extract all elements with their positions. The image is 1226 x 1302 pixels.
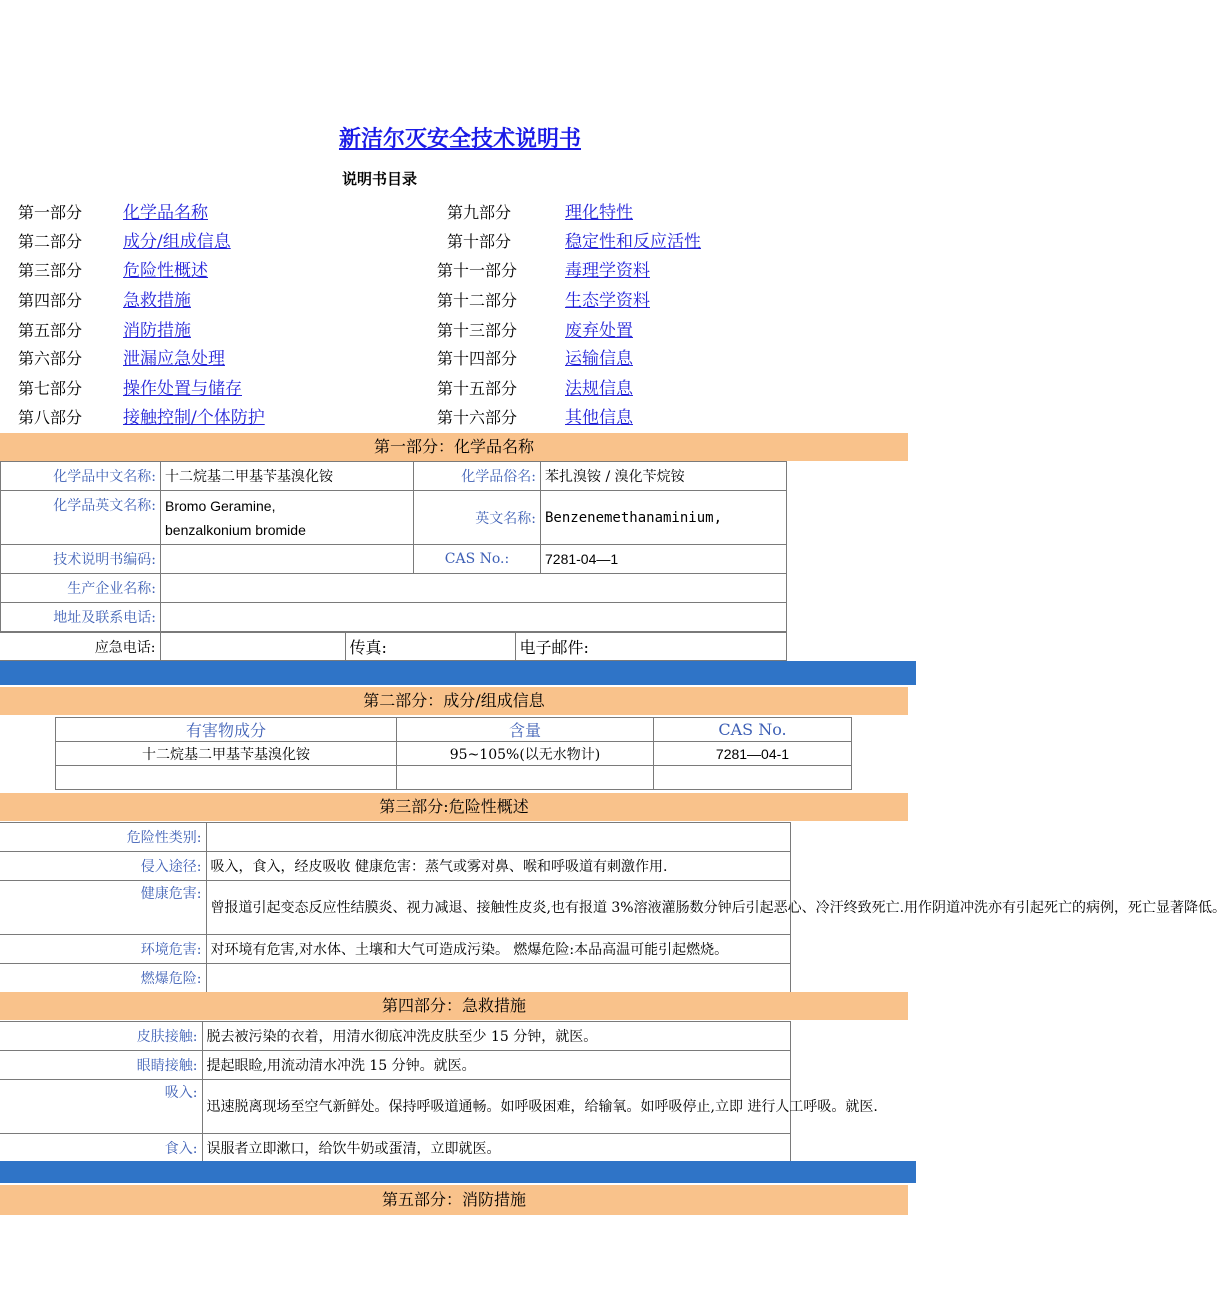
empty-cell bbox=[654, 766, 852, 790]
toc-link-hazards[interactable]: 危险性概述 bbox=[123, 261, 208, 281]
toc-heading: 说明书目录 bbox=[342, 170, 418, 188]
code-label: 技术说明书编码: bbox=[1, 545, 161, 574]
divider-bar bbox=[0, 661, 916, 685]
composition-table bbox=[55, 717, 852, 790]
route-value: 吸入，食入，经皮吸收 健康危害：蒸气或雾对鼻、喉和呼吸道有刺激作用. bbox=[206, 852, 790, 881]
en-name-line-1: Bromo Geramine, bbox=[165, 497, 276, 514]
maker-value bbox=[161, 574, 787, 603]
hazard-class-label: 危险性类别: bbox=[0, 823, 206, 852]
toc-num: 第一部分 bbox=[18, 203, 83, 222]
component-name: 十二烷基二甲基苄基溴化铵 bbox=[56, 742, 397, 766]
code-value bbox=[161, 545, 414, 574]
col-header-cas: CAS No. bbox=[654, 718, 852, 742]
col-header-component: 有害物成分 bbox=[56, 718, 397, 742]
ingest-value: 误服者立即漱口，给饮牛奶或蛋清，立即就医。 bbox=[202, 1134, 790, 1163]
toc-num: 第七部分 bbox=[18, 379, 83, 398]
document-title[interactable]: 新洁尔灭安全技术说明书 bbox=[338, 127, 581, 152]
toc-num: 第九部分 bbox=[447, 203, 512, 222]
fax-label: 传真: bbox=[345, 633, 515, 661]
toc-num: 第十三部分 bbox=[437, 321, 518, 340]
toc-num: 第二部分 bbox=[18, 232, 83, 251]
component-content: 95~105%(以无水物计) bbox=[397, 742, 654, 766]
toc-link-chemical-name[interactable]: 化学品名称 bbox=[123, 203, 208, 223]
section-1-heading: 第一部分：化学品名称 bbox=[0, 433, 908, 461]
toc-link-handling[interactable]: 操作处置与储存 bbox=[123, 379, 242, 399]
toc-link-disposal[interactable]: 废弃处置 bbox=[565, 321, 633, 341]
toc-link-exposure[interactable]: 接触控制/个体防护 bbox=[123, 408, 265, 428]
toc-link-firefighting[interactable]: 消防措施 bbox=[123, 321, 191, 341]
col-header-content: 含量 bbox=[397, 718, 654, 742]
toc-link-spill[interactable]: 泄漏应急处理 bbox=[123, 349, 225, 369]
toc-num: 第十部分 bbox=[447, 232, 512, 251]
toc-link-physical[interactable]: 理化特性 bbox=[565, 203, 633, 223]
hazard-class-value bbox=[206, 823, 790, 852]
en-alias-label: 英文名称: bbox=[414, 491, 541, 545]
chemical-name-table bbox=[0, 461, 787, 632]
toc-link-ecology[interactable]: 生态学资料 bbox=[565, 291, 650, 311]
en-alias-value: Benzenemethanaminium, bbox=[541, 491, 787, 545]
cn-name-value: 十二烷基二甲基苄基溴化铵 bbox=[161, 462, 414, 491]
fire-value bbox=[206, 964, 790, 993]
route-label: 侵入途径: bbox=[0, 852, 206, 881]
skin-label: 皮肤接触: bbox=[0, 1022, 202, 1051]
toc-num: 第十二部分 bbox=[437, 291, 518, 310]
empty-cell bbox=[56, 766, 397, 790]
toc-num: 第三部分 bbox=[18, 261, 83, 280]
section-2-heading: 第二部分：成分/组成信息 bbox=[0, 687, 908, 715]
toc-link-regulation[interactable]: 法规信息 bbox=[565, 379, 633, 399]
env-label: 环境危害: bbox=[0, 935, 206, 964]
toc-num: 第八部分 bbox=[18, 408, 83, 427]
section-5-heading: 第五部分：消防措施 bbox=[0, 1185, 908, 1215]
inhale-label: 吸入: bbox=[0, 1080, 202, 1134]
divider-bar bbox=[0, 1161, 916, 1183]
section-3-heading: 第三部分:危险性概述 bbox=[0, 793, 908, 821]
component-cas: 7281—04-1 bbox=[654, 742, 852, 766]
skin-value: 脱去被污染的衣着，用清水彻底冲洗皮肤至少 15 分钟，就医。 bbox=[202, 1022, 790, 1051]
address-label: 地址及联系电话: bbox=[1, 603, 161, 632]
address-value bbox=[161, 603, 787, 632]
toc-link-other[interactable]: 其他信息 bbox=[565, 408, 633, 428]
health-label: 健康危害: bbox=[0, 881, 206, 935]
inhale-value: 迅速脱离现场至空气新鲜处。保持呼吸道通畅。如呼吸困难，给输氧。如呼吸停止,立即 进行人工呼吸。就医. bbox=[202, 1080, 790, 1134]
en-name-value bbox=[161, 491, 414, 545]
eye-value: 提起眼睑,用流动清水冲洗 15 分钟。就医。 bbox=[202, 1051, 790, 1080]
hazard-table bbox=[0, 822, 1226, 993]
en-name-line-2: benzalkonium bromide bbox=[165, 521, 306, 538]
toc-link-composition[interactable]: 成分/组成信息 bbox=[123, 232, 231, 252]
ingest-label: 食入: bbox=[0, 1134, 202, 1163]
toc-link-stability[interactable]: 稳定性和反应活性 bbox=[565, 232, 701, 252]
env-value: 对环境有危害,对水体、土壤和大气可造成污染。 燃爆危险:本品高温可能引起燃烧。 bbox=[206, 935, 790, 964]
health-value: 曾报道引起变态反应性结膜炎、视力减退、接触性皮炎,也有报道 3%溶液灌肠数分钟后引起恶心、冷汗终致死亡.用作阴道冲洗亦有引起死亡的病例，死亡显著降低。 bbox=[206, 881, 790, 935]
section-4-heading: 第四部分：急救措施 bbox=[0, 992, 908, 1020]
toc-num: 第十五部分 bbox=[437, 379, 518, 398]
phone-label: 应急电话: bbox=[0, 633, 160, 661]
toc-link-transport[interactable]: 运输信息 bbox=[565, 349, 633, 369]
toc-num: 第十一部分 bbox=[437, 261, 518, 280]
toc-num: 第十六部分 bbox=[437, 408, 518, 427]
common-name-value: 苯扎溴铵 / 溴化苄烷铵 bbox=[541, 462, 787, 491]
first-aid-table bbox=[0, 1021, 878, 1163]
toc-num: 第六部分 bbox=[18, 349, 83, 368]
common-name-label: 化学品俗名: bbox=[414, 462, 541, 491]
toc-link-first-aid[interactable]: 急救措施 bbox=[123, 291, 191, 311]
en-name-label: 化学品英文名称: bbox=[1, 491, 161, 545]
toc-link-toxicology[interactable]: 毒理学资料 bbox=[565, 261, 650, 281]
maker-label: 生产企业名称: bbox=[1, 574, 161, 603]
toc-num: 第五部分 bbox=[18, 321, 83, 340]
cas-label: CAS No.: bbox=[414, 545, 541, 574]
toc-num: 第四部分 bbox=[18, 291, 83, 310]
phone-value bbox=[160, 633, 345, 661]
eye-label: 眼睛接触: bbox=[0, 1051, 202, 1080]
fire-label: 燃爆危险: bbox=[0, 964, 206, 993]
cas-value: 7281-04—1 bbox=[541, 545, 787, 574]
cn-name-label: 化学品中文名称: bbox=[1, 462, 161, 491]
email-label: 电子邮件: bbox=[515, 633, 786, 661]
empty-cell bbox=[397, 766, 654, 790]
contact-table bbox=[0, 632, 787, 661]
toc-num: 第十四部分 bbox=[437, 349, 518, 368]
